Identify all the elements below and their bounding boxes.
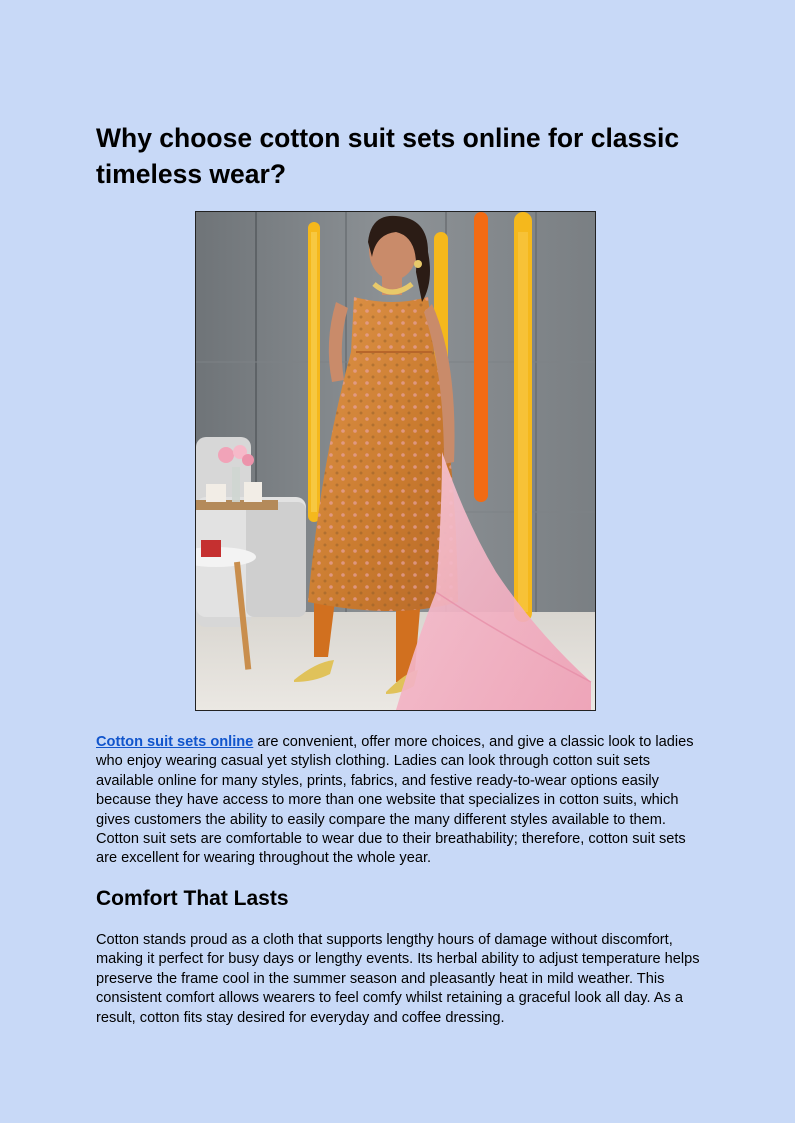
- intro-text: are convenient, offer more choices, and give a classic look to ladies who enjoy wearing casual yet stylish clothing. Ladies can look through cotton suit sets available online for many styles, prints, fabrics, and festive ready-to-wear options easily because they have access to more than one website that specializes in cotton suits, which gives customers the ability to easily compare the many different styles available to them. Cotton suit sets are comfortable to wear due to their breathability; therefore, cotton suit sets are excellent for wearing throughout the whole year.: [96, 734, 694, 867]
- product-photo: [195, 211, 596, 711]
- article-title: Why choose cotton suit sets online for classic timeless wear?: [96, 123, 680, 189]
- cotton-suit-sets-online-link[interactable]: Cotton suit sets online: [96, 734, 254, 750]
- section-heading-comfort: Comfort That Lasts: [96, 887, 289, 910]
- model-in-cotton-suit-image: [196, 212, 595, 710]
- comfort-paragraph: Cotton stands proud as a cloth that supports lengthy hours of damage without discomfort, making it perfect for busy days or lengthy events. Its herbal ability to adjust temperature helps preserve the frame cool in the summer season and pleasantly heat in mild weather. This consistent comfort allows wearers to feel comfy whilst retaining a graceful look all day. As a result, cotton fits stay desired for everyday and coffee dressing.: [96, 932, 700, 1026]
- intro-paragraph: [96, 733, 700, 869]
